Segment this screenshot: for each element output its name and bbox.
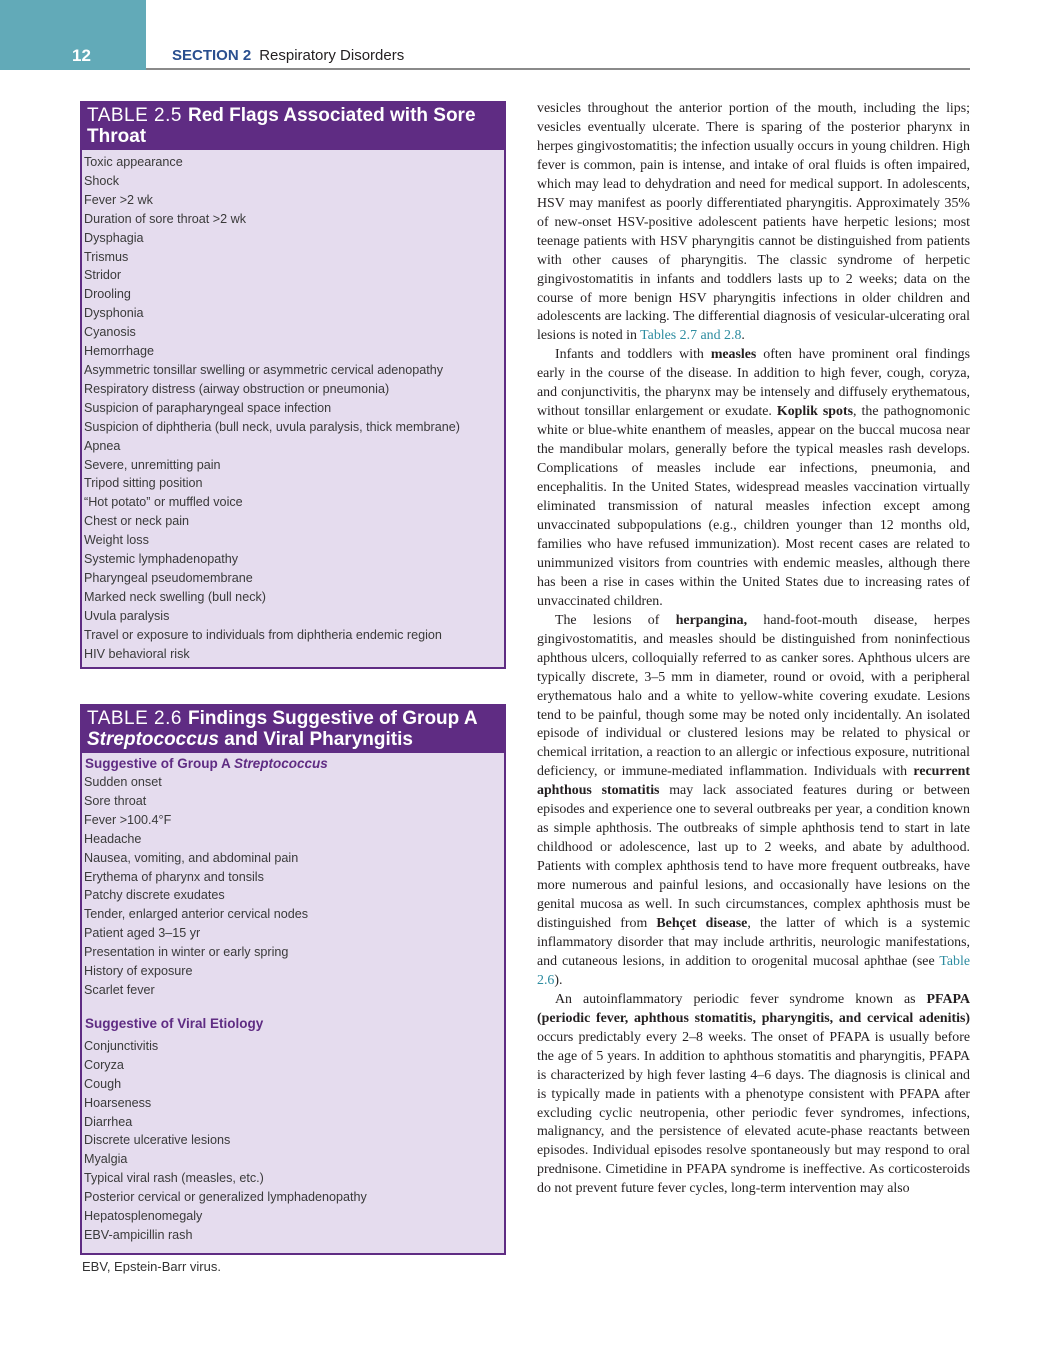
table-2-6-title-italic: Streptococcus [87, 729, 219, 750]
red-flag-item: Asymmetric tonsillar swelling or asymmetric cervical adenopathy [84, 362, 444, 377]
viral-finding-item: Conjunctivitis [84, 1038, 159, 1053]
term-herpangina: herpangina, [675, 612, 748, 628]
table-footnote: EBV, Epstein-Barr virus. [82, 1259, 221, 1274]
table-2-6-heading [82, 706, 504, 753]
p3-g: , the latter of which is a systemic inflammatory disorder that may include arthritis, neurologic manifestations, and cutaneous lesions, in addition to orogenital mucosal aphthae (see [537, 915, 970, 969]
viral-finding-item: Hepatosplenomegaly [84, 1209, 203, 1224]
p2-a: Infants and toddlers with [555, 347, 711, 363]
p2-c: often have prominent oral findings early in the course of the disease. In addition to high fever, cough, coryza, and conjunctivitis, the pharynx may be intensely and diffusely erythematous, without tonsillar enlargement or exudate. [537, 347, 970, 420]
group-a-heading [82, 753, 504, 773]
body-text-column [537, 100, 970, 1199]
group-a-finding-item: Nausea, vomiting, and abdominal pain [84, 850, 299, 865]
red-flag-item: Suspicion of parapharyngeal space infection [84, 400, 332, 415]
p4-c: occurs predictably every 2–8 weeks. The onset of PFAPA is usually before the age of 5 years. In addition to aphthous stomatitis and pharyngitis, PFAPA is characterized by high fever lasting 4–6 days. The diagnosis is clinical and is typically made in patients with a phenotype consistent with PFAPA after excluding cyclic neutropenia, other periodic fever syndromes, infections, malignancy, and the persistence of elevated acute-phase reactants between episodes. Individual episodes resolve spontaneously but may respond to oral prednisone. Cimetidine in PFAPA syndrome is ineffective. As corticosteroids do not prevent future fever cycles, long-term intervention may also [537, 1029, 970, 1197]
group-a-finding-item: Scarlet fever [84, 982, 155, 997]
p1-text: vesicles throughout the anterior portion of the mouth, including the lips; vesicles eventually ulcerate. There is sparing of the posterior pharynx in herpes gingivostomatitis; the infection usually occurs in young children. High fever is common, pain is intense, and intake of oral fluids is often impaired, which may lead to dehydration and need for medical support. In adolescents, HSV may manifest as poorly differentiated pharyngitis. Approximately 35% of new-onset HSV-positive adolescent patients have herpetic lesions; most teenage patients with HSV pharyngitis cannot be distinguished from patients with other causes of pharyngitis. The classic syndrome of herpetic gingivostomatitis in infants and toddlers lasts up to 2 weeks; data on the course of more benign HSV pharyngitis infections in older children and adolescents are lacking. The differential diagnosis of vesicular-ulcerating oral lesions is noted in [537, 101, 970, 344]
red-flag-item: Toxic appearance [84, 155, 183, 169]
table-2-5-list [82, 150, 504, 663]
red-flag-item: Hemorrhage [84, 344, 154, 359]
viral-list [82, 1037, 504, 1245]
page-number: 12 [72, 46, 91, 65]
paragraph-measles [537, 346, 970, 611]
red-flag-item: Duration of sore throat >2 wk [84, 211, 247, 226]
red-flag-item: Respiratory distress (airway obstruction or pneumonia) [84, 381, 390, 396]
paragraph-pfapa [537, 991, 970, 1199]
xref-tables-2-7-2-8[interactable]: Tables 2.7 and 2.8 [640, 328, 742, 344]
group-a-heading-text: Suggestive of Group A [85, 756, 235, 771]
group-a-finding-item: Erythema of pharynx and tonsils [84, 869, 264, 884]
red-flag-item: Drooling [84, 287, 131, 302]
red-flag-item: Travel or exposure to individuals from diphtheria endemic region [84, 627, 442, 642]
red-flag-item: Chest or neck pain [84, 514, 190, 529]
table-2-5-title: Red Flags Associated with Sore Throat [87, 105, 476, 147]
viral-finding-item: Discrete ulcerative lesions [84, 1133, 231, 1148]
group-a-finding-item: Tender, enlarged anterior cervical nodes [84, 907, 309, 922]
viral-finding-item: Typical viral rash (measles, etc.) [84, 1171, 264, 1186]
xref-table-2-6[interactable]: Table 2.6 [537, 953, 970, 988]
viral-finding-item: Hoarseness [84, 1095, 152, 1110]
red-flag-item: “Hot potato” or muffled voice [84, 495, 243, 510]
red-flag-item: Fever >2 wk [84, 192, 153, 207]
term-recurrent-aphthous-stomatitis: recurrent aphthous stomatitis [537, 764, 970, 799]
red-flag-item: Trismus [84, 249, 129, 264]
viral-heading: Suggestive of Viral Etiology [85, 1015, 264, 1031]
red-flag-item: Uvula paralysis [84, 608, 170, 623]
viral-finding-item: Posterior cervical or generalized lymphadenopathy [84, 1190, 367, 1205]
viral-finding-item: Cough [84, 1076, 122, 1091]
page-tab-marker [0, 0, 146, 70]
p1-end: . [741, 328, 745, 344]
term-measles: measles [710, 347, 757, 363]
table-2-6-number: TABLE 2.6 [87, 708, 182, 729]
table-2-6-title-start: Findings Suggestive of Group A [187, 708, 477, 729]
red-flag-item: HIV behavioral risk [84, 646, 190, 661]
term-koplik-spots: Koplik spots [776, 404, 854, 420]
viral-finding-item: Diarrhea [84, 1114, 133, 1129]
running-header [172, 47, 404, 64]
red-flag-item: Dysphonia [84, 306, 144, 321]
p3-a: The lesions of [555, 612, 676, 628]
red-flag-item: Cyanosis [84, 325, 136, 340]
group-a-finding-item: Sore throat [84, 793, 147, 808]
group-a-finding-item: Presentation in winter or early spring [84, 945, 289, 960]
red-flag-item: Suspicion of diphtheria (bull neck, uvula paralysis, thick membrane) [84, 419, 460, 434]
viral-finding-item: Myalgia [84, 1152, 128, 1167]
red-flag-item: Systemic lymphadenopathy [84, 552, 239, 567]
red-flag-item: Severe, unremitting pain [84, 457, 221, 472]
red-flag-item: Stridor [84, 268, 122, 283]
red-flag-item: Weight loss [84, 533, 149, 548]
red-flag-item: Shock [84, 173, 120, 188]
viral-finding-item: Coryza [84, 1057, 124, 1072]
red-flag-item: Marked neck swelling (bull neck) [84, 589, 266, 604]
viral-finding-item: EBV-ampicillin rash [84, 1227, 193, 1242]
group-a-list [82, 773, 504, 1000]
table-2-5-number: TABLE 2.5 [87, 105, 182, 126]
group-a-finding-item: Patient aged 3–15 yr [84, 926, 201, 941]
paragraph-hsv [537, 100, 970, 346]
p3-e: may lack associated features during or between episodes and experience one to several outbreaks per year, a condition known as simple aphthosis. The outbreaks of simple aphthosis tend to start in late childhood or adolescence, last up to 2 weeks, and abate by adulthood. Patients with complex aphthosis tend to have more frequent outbreaks, have more numerous and painful lesions, and occasionally have lesions on the genital mucosa as well. In such circumstances, complex aphthosis must be distinguished from [537, 783, 971, 931]
red-flag-item: Apnea [84, 438, 121, 453]
group-a-heading-italic: Streptococcus [234, 756, 328, 771]
table-2-6-title-end: and Viral Pharyngitis [218, 729, 413, 750]
group-a-finding-item: Fever >100.4°F [84, 812, 172, 827]
paragraph-herpangina [537, 612, 970, 991]
red-flag-item: Pharyngeal pseudomembrane [84, 570, 253, 585]
red-flag-item: Tripod sitting position [84, 476, 203, 491]
section-title: Respiratory Disorders [259, 47, 405, 64]
term-behcet-disease: Behçet disease [656, 915, 748, 931]
header-rule [146, 68, 970, 70]
table-2-5 [80, 101, 506, 669]
group-a-finding-item: Sudden onset [84, 775, 162, 789]
p3-end: ). [554, 972, 563, 988]
p2-e: , the pathognomonic white or blue-white enanthem of measles, appear on the buccal mucosa near the mandibular molars, generally before the typical measles rash develops. Complications of measles include ear infections, pneumonia, and encephalitis. In the United States, widespread measles vaccination virtually eliminated transmission of natural measles infection except among unvaccinated subpopulations (e.g., children younger than 12 months old, families who have refused immunization). Most recent cases are related to unimmunized visitors from countries with endemic measles, although there has been a rise in cases within the United States due to increasing rates of unvaccinated children. [537, 404, 970, 609]
term-pfapa: PFAPA (periodic fever, aphthous stomatitis, pharyngitis, and cervical adenitis) [537, 991, 970, 1026]
group-a-finding-item: Headache [84, 831, 142, 846]
group-a-finding-item: History of exposure [84, 964, 193, 979]
table-2-6 [80, 704, 506, 1255]
table-2-5-heading [82, 103, 504, 150]
p3-c: hand-foot-mouth disease, herpes gingivostomatitis, and measles should be distinguished from noninfectious aphthous ulcers, colloquially referred to as canker sores. Aphthous ulcers are typically discrete, 3–5 mm in diameter, round or ovoid, with a peripheral erythematous halo and a white to yellow-white covering exudate. Lesions tend to be painful, though some may be noted only incidentally. An isolated episode of individual or clustered lesions may be related to physical or chemical irritation, a reaction to an allergic or infectious exposure, nutritional deficiency, or immune-mediated inflammation. Individuals with [537, 612, 970, 780]
red-flag-item: Dysphagia [84, 230, 144, 245]
p4-a: An autoinflammatory periodic fever syndrome known as [555, 991, 927, 1007]
section-label: SECTION 2 [172, 47, 252, 64]
group-a-finding-item: Patchy discrete exudates [84, 888, 225, 903]
